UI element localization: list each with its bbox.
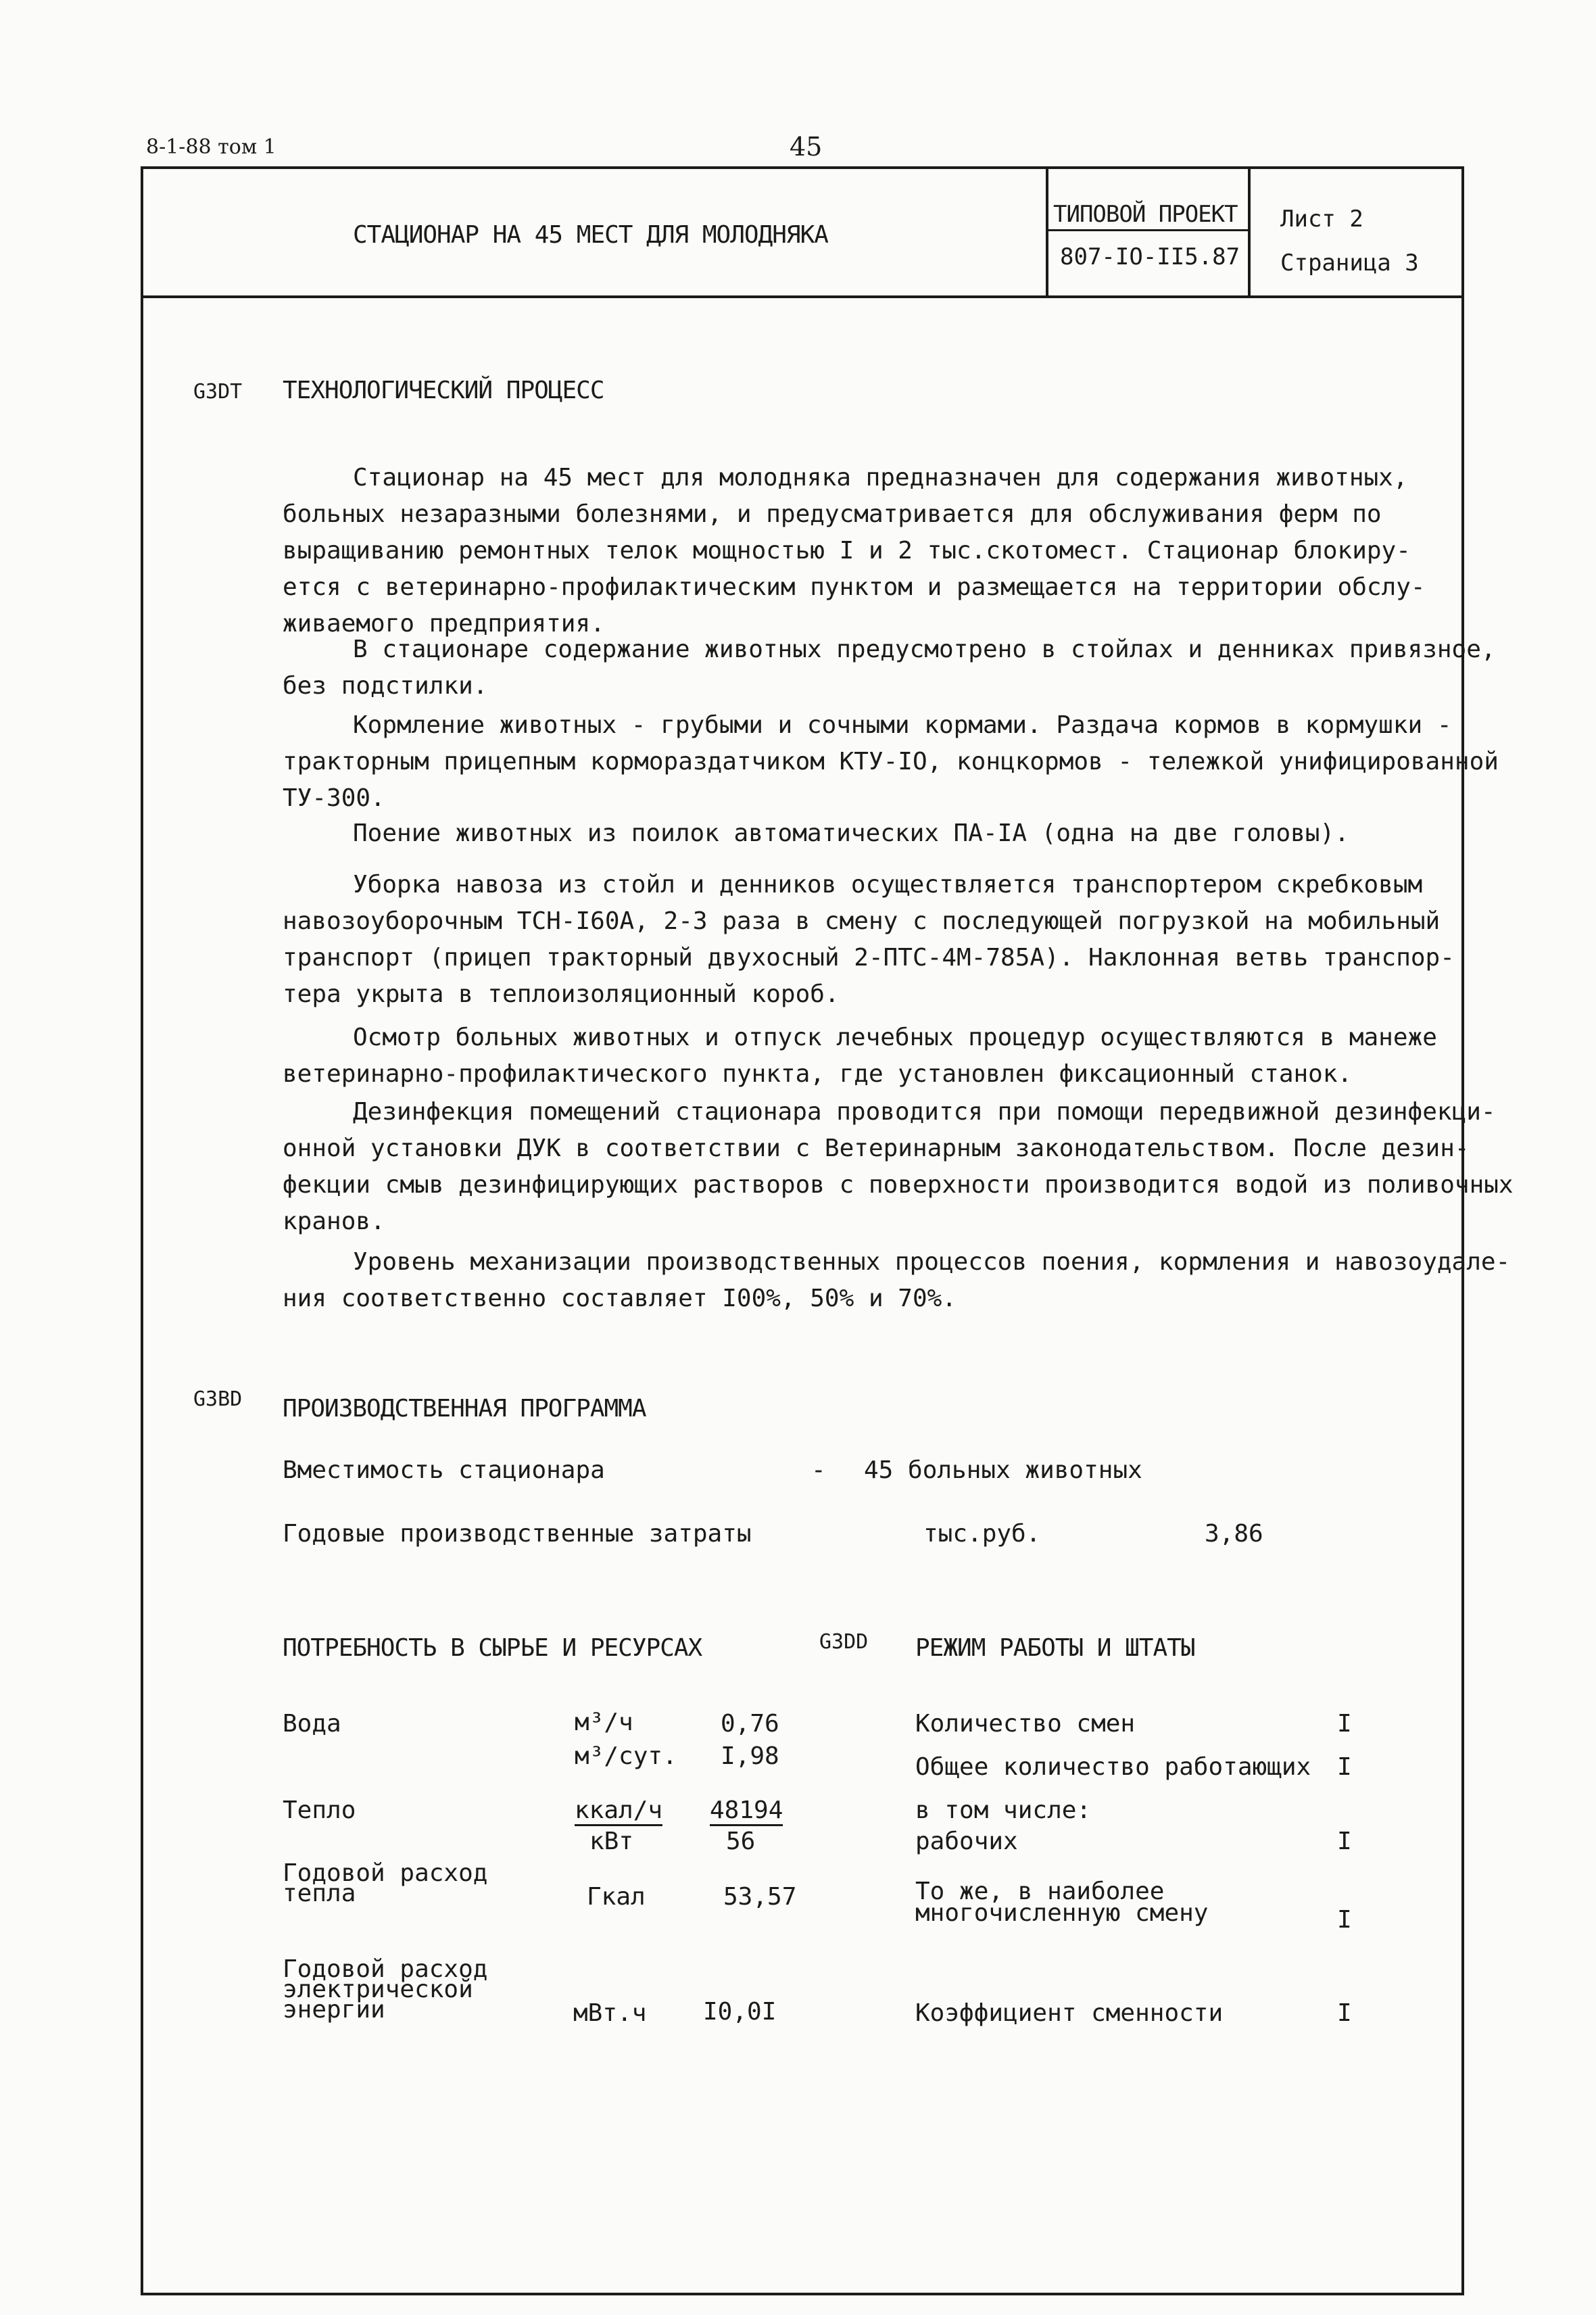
water-unit-hour: м³/ч [575,1709,633,1736]
workers-value: I [1337,1828,1352,1855]
text-line: Кормление животных - грубыми и сочными кормами. Раздача кормов в кормушки - [353,711,1452,739]
text-line: многочисленную смену [915,1899,1209,1927]
shift-coefficient-label: Коэффициент сменности [915,1999,1224,2027]
sheet-number: Лист 2 [1280,206,1363,233]
water-value-hour: 0,76 [721,1710,779,1738]
text-line: Уборка навоза из стойл и денников осуществляется транспортером скребковым [353,871,1423,899]
text-line: электрической [283,1976,473,2003]
text-line: Уровень механизации производственных процессов поения, кормления и навозоудале- [353,1248,1511,1276]
text-line: То же, в наиболее [915,1878,1165,1905]
text-line: тера укрыта в теплоизоляционный короб. [283,980,840,1008]
annual-electricity-unit: мВт.ч [573,1999,647,2027]
workers-label: рабочих [915,1828,1018,1855]
technology-paragraph-6 [283,1020,1437,1093]
staff-title: РЕЖИМ РАБОТЫ И ШТАТЫ [915,1634,1195,1662]
technology-paragraph-3 [283,707,1499,817]
text-line: Поение животных из поилок автоматических ПА-IA (одна на две головы). [353,819,1349,847]
page-number: 45 [790,132,823,162]
workers-total-value: I [1337,1753,1352,1781]
annual-electricity-value: I0,0I [703,1998,777,2026]
document-title: СТАЦИОНАР НА 45 МЕСТ ДЛЯ МОЛОДНЯКА [353,221,828,249]
text-line: онной установки ДУК в соответствии с Ветеринарным законодательством. После дезин- [283,1135,1470,1162]
water-label: Вода [283,1710,341,1738]
text-line: Годовой расход [283,1955,488,1983]
technology-paragraph-8 [283,1244,1511,1317]
text-line: тракторным прицепным кормораздатчиком КТУ-IO, концкормов - тележкой унифицированной [283,748,1499,775]
annual-heat-value: 53,57 [723,1883,797,1911]
page-indicator: Страница 3 [1280,249,1419,277]
section-title-production: ПРОИЗВОДСТВЕННАЯ ПРОГРАММА [283,1395,646,1423]
heat-label: Тепло [283,1796,356,1824]
capacity-value: 45 больных животных [864,1456,1142,1484]
text-line: ния соответственно составляет I00%, 50% и 70%. [283,1285,957,1312]
technology-paragraph-4 [283,815,1405,852]
busy-shift-value: I [1337,1906,1352,1934]
including-label: в том числе: [915,1796,1092,1824]
text-line: без подстилки. [283,672,488,700]
text-line: энергии [283,1996,385,2024]
annual-electricity-label [283,1955,488,2024]
text-line: тепла [283,1880,356,1907]
heat-value-kw: 56 [726,1828,756,1855]
resources-title: ПОТРЕБНОСТЬ В СЫРЬЕ И РЕСУРСАХ [283,1634,702,1662]
title-block-divider-2 [1248,166,1251,297]
annual-cost-value: 3,86 [1205,1520,1263,1548]
shift-coefficient-value: I [1337,1999,1352,2027]
title-block-bottom-rule [141,295,1464,298]
project-label: ТИПОВОЙ ПРОЕКТ [1053,201,1238,228]
text-line: больных незаразными болезнями, и предусматривается для обслуживания ферм по [283,500,1382,528]
title-block-divider-1 [1046,166,1048,297]
text-line: ветеринарно-профилактического пункта, где установлен фиксационный станок. [283,1060,1353,1088]
text-line: фекции смыв дезинфицирующих растворов с поверхности производится водой из поливочных [283,1171,1514,1199]
text-line: Годовой расход [283,1859,488,1887]
project-cell-rule [1046,229,1250,231]
text-line: В стационаре содержание животных предусмотрено в стойлах и денниках привязное, [353,636,1496,663]
technology-paragraph-1 [283,460,1426,642]
technology-paragraph-5 [283,867,1455,1013]
project-code: 807-IO-II5.87 [1060,243,1240,270]
water-unit-day: м³/сут. [575,1742,677,1770]
capacity-label: Вместимость стационара [283,1456,605,1484]
annual-cost-label: Годовые производственные затраты [283,1520,752,1548]
heat-unit-kw: кВт [589,1828,634,1855]
text-line: живаемого предприятия. [283,610,605,638]
technology-paragraph-2 [283,631,1496,705]
shifts-label: Количество смен [915,1710,1136,1738]
section-code-g3dt: G3DT [193,380,243,404]
section-title-technology: ТЕХНОЛОГИЧЕСКИЙ ПРОЦЕСС [283,377,604,404]
workers-total-label: Общее количество работающих [915,1753,1311,1781]
section-code-g3bd: G3BD [193,1387,243,1411]
text-line: ТУ-300. [283,784,385,812]
text-line: Осмотр больных животных и отпуск лечебных процедур осуществляются в манеже [353,1024,1437,1051]
text-line: кранов. [283,1208,385,1235]
shifts-value: I [1337,1710,1352,1738]
annual-heat-label [283,1859,488,1907]
text-line: навозоуборочным ТСН-I60А, 2-3 раза в смену с последующей погрузкой на мобильный [283,907,1441,935]
heat-unit-kcal: ккал/ч [575,1798,662,1826]
heat-value-kcal: 48194 [710,1798,783,1826]
annual-cost-unit: тыс.руб. [923,1520,1041,1548]
text-line: Дезинфекция помещений стационара проводится при помощи передвижной дезинфекци- [353,1098,1496,1126]
section-code-g3dd: G3DD [819,1630,869,1654]
water-value-day: I,98 [721,1742,779,1770]
technology-paragraph-7 [283,1094,1514,1240]
text-line: транспорт (прицеп тракторный двухосный 2-ПТС-4М-785А). Наклонная ветвь транспор- [283,944,1455,972]
text-line: ется с ветеринарно-профилактическим пунктом и размещается на территории обслу- [283,573,1426,601]
volume-reference: 8-1-88 том 1 [146,135,276,159]
annual-heat-unit: Гкал [587,1883,646,1911]
capacity-dash: - [811,1456,826,1484]
busy-shift-label [915,1878,1209,1927]
text-line: выращиванию ремонтных телок мощностью I и 2 тыс.скотомест. Стационар блокиру- [283,537,1411,565]
text-line: Стационар на 45 мест для молодняка предназначен для содержания животных, [353,464,1408,492]
